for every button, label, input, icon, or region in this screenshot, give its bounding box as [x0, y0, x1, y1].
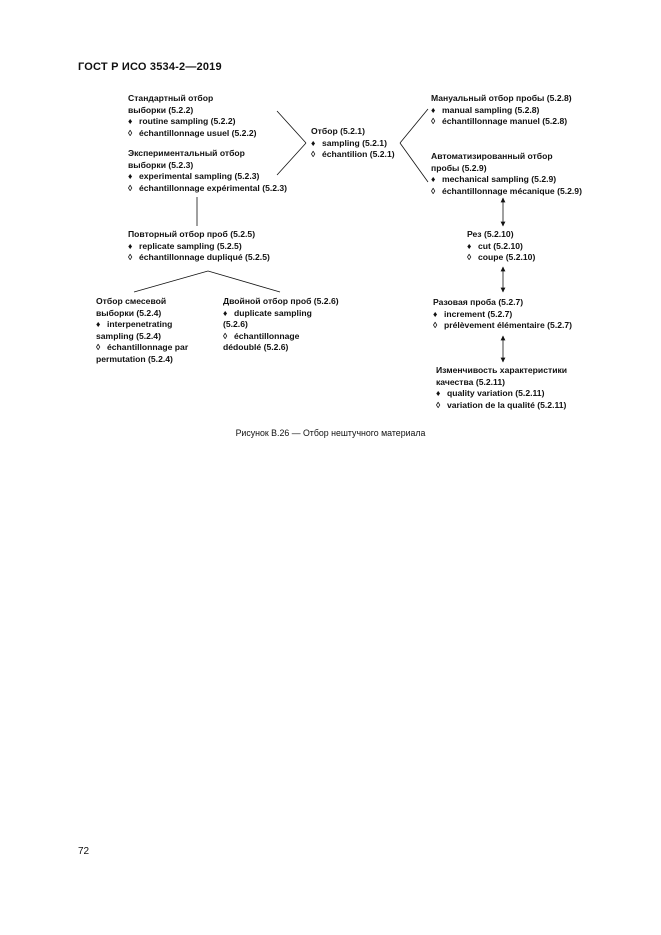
- node-title: Рез (5.2.10): [467, 229, 514, 239]
- french-term-bullet-icon: ◊: [431, 185, 436, 196]
- french-term: échantillonnage manuel (5.2.8): [442, 116, 568, 127]
- french-term: échantillonnage mécanique (5.2.9): [442, 185, 582, 196]
- node-title: выборки (5.2.2): [128, 104, 194, 115]
- french-term-bullet-icon: ◊: [467, 252, 472, 263]
- french-term: dédoublé (5.2.6): [223, 342, 289, 353]
- connector-sampling-manual: [400, 109, 428, 143]
- node-automated-sampling: [431, 151, 582, 197]
- french-term: prélèvement élémentaire (5.2.7): [444, 320, 573, 331]
- english-term: sampling (5.2.4): [96, 330, 161, 341]
- connector-replicate-double: [208, 271, 280, 292]
- node-title: Мануальный отбор пробы (5.2.8): [431, 93, 572, 103]
- french-term-bullet-icon: ◊: [128, 252, 133, 263]
- connector-replicate-mixed: [134, 271, 208, 292]
- english-term: cut (5.2.10): [478, 240, 523, 251]
- page-number: 72: [78, 846, 90, 857]
- french-term-bullet-icon: ◊: [311, 149, 316, 160]
- english-term: interpenetrating: [107, 319, 173, 330]
- node-title: качества (5.2.11): [436, 376, 505, 387]
- document-header: ГОСТ Р ИСО 3534-2—2019: [78, 61, 222, 73]
- french-term: échantillonnage: [234, 330, 300, 341]
- english-term: increment (5.2.7): [444, 308, 513, 319]
- node-title: Изменчивость характеристики: [436, 365, 568, 375]
- english-term-bullet-icon: ♦: [128, 116, 133, 127]
- connector-sampling-automated: [400, 143, 428, 182]
- french-term: échantillonnage usuel (5.2.2): [139, 127, 257, 138]
- english-term: sampling (5.2.1): [322, 137, 387, 148]
- node-manual-sampling: [431, 93, 572, 128]
- english-term: replicate sampling (5.2.5): [139, 240, 242, 251]
- node-title: Отбор смесевой: [96, 296, 167, 306]
- english-term-bullet-icon: ♦: [467, 240, 472, 251]
- french-term: échantillonnage par: [107, 342, 189, 353]
- french-term: échantillonnage expérimental (5.2.3): [139, 182, 288, 193]
- french-term-bullet-icon: ◊: [436, 399, 441, 410]
- node-duplicate-sampling: [223, 296, 339, 354]
- english-term-bullet-icon: ♦: [128, 171, 133, 182]
- french-term-bullet-icon: ◊: [431, 116, 436, 127]
- english-term: experimental sampling (5.2.3): [139, 171, 260, 182]
- english-term: duplicate sampling: [234, 307, 312, 318]
- english-term-bullet-icon: ♦: [311, 137, 316, 148]
- figure-caption: Рисунок В.26 — Отбор нештучного материала: [235, 428, 426, 438]
- node-title: пробы (5.2.9): [431, 162, 487, 173]
- english-term-bullet-icon: ♦: [436, 388, 441, 399]
- french-term-bullet-icon: ◊: [433, 320, 438, 331]
- french-term: permutation (5.2.4): [96, 353, 173, 364]
- node-quality-variation: [436, 365, 567, 411]
- french-term: échantillonnage dupliqué (5.2.5): [139, 252, 270, 263]
- english-term-bullet-icon: ♦: [223, 307, 228, 318]
- english-term-bullet-icon: ♦: [96, 319, 101, 330]
- node-increment: [433, 297, 572, 332]
- french-term-bullet-icon: ◊: [128, 182, 133, 193]
- node-experimental-sampling: [128, 148, 287, 194]
- node-title: Разовая проба (5.2.7): [433, 297, 524, 307]
- english-term-bullet-icon: ♦: [431, 174, 436, 185]
- node-title: Стандартный отбор: [128, 93, 214, 103]
- french-term: échantilion (5.2.1): [322, 149, 395, 160]
- english-term: manual sampling (5.2.8): [442, 104, 540, 115]
- english-term: quality variation (5.2.11): [447, 388, 545, 399]
- french-term-bullet-icon: ◊: [223, 330, 228, 341]
- french-term-bullet-icon: ◊: [96, 342, 101, 353]
- english-term-bullet-icon: ♦: [431, 104, 436, 115]
- english-term-bullet-icon: ♦: [128, 240, 133, 251]
- english-term: (5.2.6): [223, 319, 248, 330]
- french-term: coupe (5.2.10): [478, 252, 536, 263]
- connector-standard-sampling: [277, 111, 306, 143]
- french-term: variation de la qualité (5.2.11): [447, 399, 567, 410]
- node-sampling: [311, 126, 395, 161]
- node-standard-sampling: [128, 93, 256, 139]
- node-title: выборки (5.2.3): [128, 159, 194, 170]
- node-title: выборки (5.2.4): [96, 307, 162, 318]
- node-replicate-sampling: [128, 229, 270, 264]
- english-term: routine sampling (5.2.2): [139, 116, 236, 127]
- node-interpenetrating-sampling: [96, 296, 188, 366]
- node-title: Экспериментальный отбор: [128, 148, 245, 158]
- node-title: Автоматизированный отбор: [431, 151, 553, 161]
- french-term-bullet-icon: ◊: [128, 127, 133, 138]
- node-title: Отбор (5.2.1): [311, 126, 365, 136]
- node-title: Двойной отбор проб (5.2.6): [223, 296, 339, 306]
- english-term: mechanical sampling (5.2.9): [442, 174, 557, 185]
- node-title: Повторный отбор проб (5.2.5): [128, 229, 256, 239]
- node-cut: [467, 229, 535, 264]
- english-term-bullet-icon: ♦: [433, 308, 438, 319]
